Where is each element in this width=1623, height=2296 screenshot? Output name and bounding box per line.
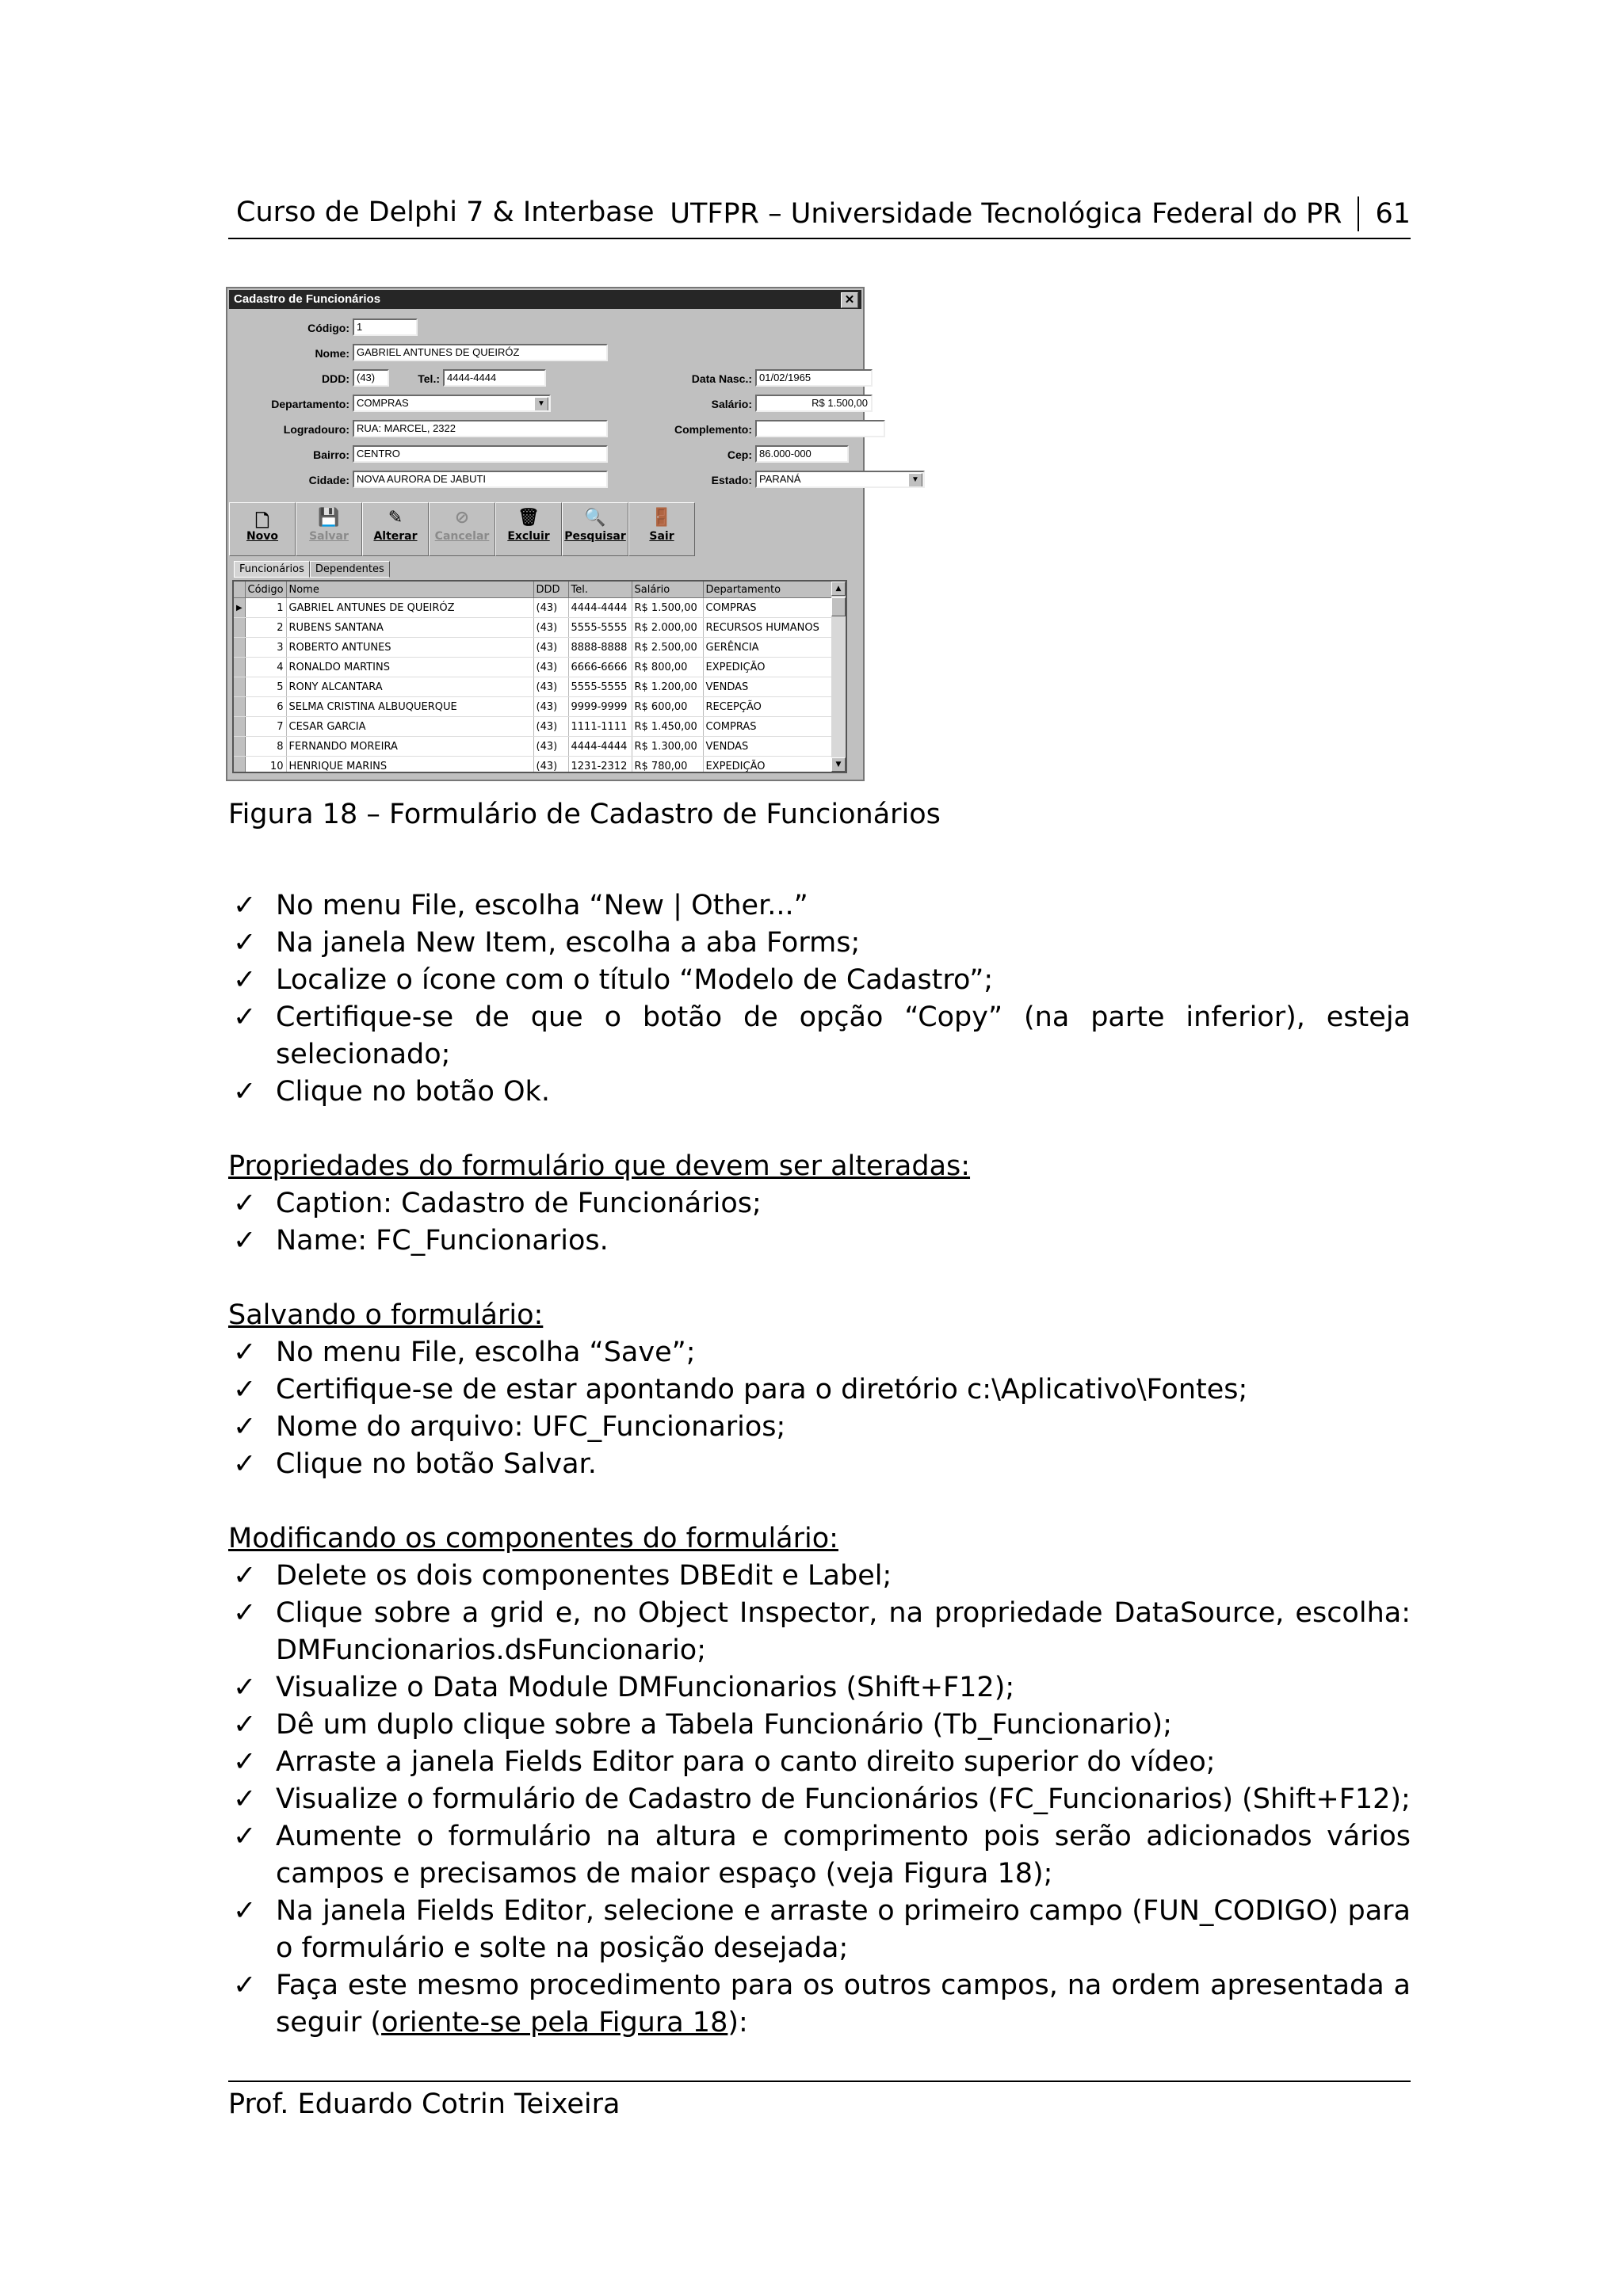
table-cell: (43) — [533, 638, 568, 658]
list-item — [228, 1967, 1411, 2042]
list-item: ✓ Na janela New Item, escolha a aba Forms; — [228, 925, 1411, 962]
list-item-text: Faça este mesmo procedimento para os outros campos, na ordem apresentada a seguir ( — [276, 1970, 1411, 2039]
salario-field[interactable]: R$ 1.500,00 — [755, 395, 873, 412]
tab-funcionarios[interactable]: Funcionários — [234, 561, 310, 578]
section-title-save: Salvando o formulário: — [228, 1299, 544, 1331]
table-cell: HENRIQUE MARINS — [286, 757, 533, 774]
sair-button[interactable]: 🚪 Sair — [628, 502, 695, 556]
scroll-down-icon[interactable]: ▼ — [831, 757, 846, 772]
table-cell: R$ 1.300,00 — [632, 737, 703, 757]
table-cell: CESAR GARCIA — [286, 717, 533, 737]
table-cell: FERNANDO MOREIRA — [286, 737, 533, 757]
list-item: ✓ Certifique-se de que o botão de opção “Copy” (na parte inferior), esteja selecionado; — [228, 999, 1411, 1074]
steps-intro-list — [228, 887, 1411, 1111]
table-cell: VENDAS — [703, 737, 833, 757]
exit-door-icon: 🚪 — [651, 508, 673, 528]
data-grid[interactable] — [232, 580, 847, 773]
nome-field[interactable]: GABRIEL ANTUNES DE QUEIRÓZ — [353, 344, 608, 361]
data-nasc-field[interactable]: 01/02/1965 — [755, 369, 873, 387]
table-cell: COMPRAS — [703, 717, 833, 737]
list-item: ✓ Delete os dois componentes DBEdit e Label; — [228, 1558, 1411, 1595]
table-cell: RECEPÇÃO — [703, 697, 833, 717]
list-item: ✓ No menu File, escolha “Save”; — [228, 1334, 1411, 1371]
tab-bar — [234, 561, 390, 578]
bairro-label: Bairro: — [313, 448, 349, 461]
table-row[interactable] — [234, 717, 833, 737]
current-row-indicator-icon: ▶ — [234, 598, 245, 618]
grid-header-row — [234, 582, 833, 598]
column-header[interactable]: Nome — [286, 582, 533, 598]
table-cell: 1 — [245, 598, 286, 618]
table-cell: 3 — [245, 638, 286, 658]
pesquisar-button[interactable]: 🔍 Pesquisar — [562, 502, 628, 556]
estado-label: Estado: — [711, 474, 752, 486]
chevron-down-icon[interactable]: ▼ — [534, 397, 548, 411]
list-item: ✓ Nome do arquivo: UFC_Funcionarios; — [228, 1409, 1411, 1446]
logradouro-field[interactable]: RUA: MARCEL, 2322 — [353, 420, 608, 437]
table-row[interactable] — [234, 737, 833, 757]
chevron-down-icon[interactable]: ▼ — [908, 473, 922, 487]
close-icon[interactable]: ✕ — [841, 292, 858, 308]
table-cell: RECURSOS HUMANOS — [703, 618, 833, 638]
grid-indicator-header — [234, 582, 245, 598]
table-cell: 7 — [245, 717, 286, 737]
cidade-label: Cidade: — [308, 474, 349, 486]
bairro-field[interactable]: CENTRO — [353, 445, 608, 463]
table-cell: 4 — [245, 658, 286, 677]
table-row[interactable] — [234, 697, 833, 717]
table-cell: VENDAS — [703, 677, 833, 697]
list-item: ✓ Clique sobre a grid e, no Object Inspector, na propriedade DataSource, escolha: DMFuncionarios.dsFuncionario; — [228, 1595, 1411, 1669]
table-cell: 2 — [245, 618, 286, 638]
table-cell: R$ 600,00 — [632, 697, 703, 717]
table-cell: 6666-6666 — [568, 658, 632, 677]
list-item: ✓ Na janela Fields Editor, selecione e arraste o primeiro campo (FUN_CODIGO) para o formulário e solte na posição desejada; — [228, 1893, 1411, 1967]
props-list — [228, 1185, 1411, 1260]
cep-field[interactable]: 86.000-000 — [755, 445, 849, 463]
figure-reference-link[interactable]: oriente-se pela Figura 18 — [381, 2007, 728, 2039]
table-row[interactable] — [234, 598, 833, 618]
table-cell: RONY ALCANTARA — [286, 677, 533, 697]
table-cell: RONALDO MARTINS — [286, 658, 533, 677]
edit-pen-icon: ✎ — [388, 508, 403, 528]
header-separator — [1358, 196, 1359, 231]
list-item-text: ): — [727, 2007, 748, 2039]
scroll-thumb[interactable] — [831, 597, 846, 616]
table-cell: EXPEDIÇÃO — [703, 757, 833, 774]
tel-field[interactable]: 4444-4444 — [443, 369, 546, 387]
section-title-modify: Modificando os componentes do formulário: — [228, 1523, 838, 1554]
cancelar-button[interactable]: ⊘ Cancelar — [429, 502, 495, 556]
search-icon: 🔍 — [584, 508, 606, 528]
table-cell: R$ 2.500,00 — [632, 638, 703, 658]
column-header[interactable]: Código — [245, 582, 286, 598]
row-indicator — [234, 677, 245, 697]
row-indicator — [234, 638, 245, 658]
departamento-label: Departamento: — [271, 398, 349, 410]
table-cell: GERÊNCIA — [703, 638, 833, 658]
row-indicator — [234, 697, 245, 717]
list-item: ✓ No menu File, escolha “New | Other...” — [228, 887, 1411, 925]
table-cell: (43) — [533, 598, 568, 618]
table-cell: R$ 1.500,00 — [632, 598, 703, 618]
table-cell: (43) — [533, 618, 568, 638]
logradouro-label: Logradouro: — [283, 423, 349, 436]
cep-label: Cep: — [727, 448, 752, 461]
section-title-props: Propriedades do formulário que devem ser alteradas: — [228, 1150, 971, 1182]
trash-icon: 🗑 — [517, 508, 540, 528]
table-cell: 5555-5555 — [568, 618, 632, 638]
tab-dependentes[interactable]: Dependentes — [310, 561, 390, 578]
salario-label: Salário: — [711, 398, 752, 410]
table-cell: R$ 1.450,00 — [632, 717, 703, 737]
table-cell: 9999-9999 — [568, 697, 632, 717]
table-cell: (43) — [533, 677, 568, 697]
list-item: ✓ Aumente o formulário na altura e comprimento pois serão adicionados vários campos e precisamos de maior espaço (veja Figura 18); — [228, 1818, 1411, 1893]
cidade-field[interactable]: NOVA AURORA DE JABUTI — [353, 471, 608, 488]
column-header[interactable]: Departamento — [703, 582, 833, 598]
list-item: ✓ Caption: Cadastro de Funcionários; — [228, 1185, 1411, 1222]
table-cell: 8 — [245, 737, 286, 757]
table-cell: 4444-4444 — [568, 737, 632, 757]
list-item: ✓ Arraste a janela Fields Editor para o canto direito superior do vídeo; — [228, 1744, 1411, 1781]
table-row[interactable] — [234, 618, 833, 638]
table-cell: RUBENS SANTANA — [286, 618, 533, 638]
window-title: Cadastro de Funcionários — [234, 292, 381, 306]
ddd-field[interactable]: (43) — [353, 369, 389, 387]
author: Prof. Eduardo Cotrin Teixeira — [228, 2088, 621, 2120]
row-indicator — [234, 618, 245, 638]
table-cell: 10 — [245, 757, 286, 774]
save-icon: 💾 — [318, 508, 340, 528]
form-lower-area — [226, 287, 865, 781]
figure-caption: Figura 18 – Formulário de Cadastro de Funcionários — [228, 799, 941, 830]
page-number: 61 — [1375, 198, 1411, 230]
complemento-label: Complemento: — [674, 423, 752, 436]
table-cell: 5555-5555 — [568, 677, 632, 697]
list-item: ✓ Visualize o Data Module DMFuncionarios (Shift+F12); — [228, 1669, 1411, 1707]
table-cell: 1111-1111 — [568, 717, 632, 737]
list-item: ✓ Visualize o formulário de Cadastro de Funcionários (FC_Funcionarios) (Shift+F12); — [228, 1781, 1411, 1818]
table-row[interactable] — [234, 677, 833, 697]
table-cell: R$ 2.000,00 — [632, 618, 703, 638]
tel-label: Tel.: — [418, 372, 440, 385]
table-cell: (43) — [533, 717, 568, 737]
modify-list — [228, 1558, 1411, 2042]
table-cell: (43) — [533, 737, 568, 757]
list-item: ✓ Dê um duplo clique sobre a Tabela Funcionário (Tb_Funcionario); — [228, 1707, 1411, 1744]
list-item: ✓ Localize o ícone com o título “Modelo de Cadastro”; — [228, 962, 1411, 999]
table-cell: R$ 1.200,00 — [632, 677, 703, 697]
table-cell: EXPEDIÇÃO — [703, 658, 833, 677]
page-footer — [228, 2081, 1411, 2120]
table-cell: SELMA CRISTINA ALBUQUERQUE — [286, 697, 533, 717]
grid-table — [234, 582, 834, 773]
table-cell: 8888-8888 — [568, 638, 632, 658]
table-cell: 5 — [245, 677, 286, 697]
table-row[interactable] — [234, 757, 833, 774]
estado-value: PARANÁ — [759, 473, 801, 485]
cancel-icon: ⊘ — [454, 508, 470, 528]
list-item: ✓ Certifique-se de estar apontando para o diretório c:\Aplicativo\Fontes; — [228, 1371, 1411, 1409]
table-cell: ROBERTO ANTUNES — [286, 638, 533, 658]
list-item: ✓ Clique no botão Salvar. — [228, 1446, 1411, 1483]
row-indicator — [234, 757, 245, 774]
alterar-button[interactable]: ✎ Alterar — [362, 502, 429, 556]
column-header[interactable]: DDD — [533, 582, 568, 598]
table-cell: 6 — [245, 697, 286, 717]
header-institution — [670, 196, 1411, 231]
list-item: ✓ Name: FC_Funcionarios. — [228, 1222, 1411, 1260]
grid-scrollbar[interactable] — [831, 582, 846, 772]
codigo-field[interactable]: 1 — [353, 318, 418, 336]
table-cell: (43) — [533, 757, 568, 774]
table-cell: GABRIEL ANTUNES DE QUEIRÓZ — [286, 598, 533, 618]
row-indicator — [234, 717, 245, 737]
departamento-value: COMPRAS — [357, 397, 409, 409]
row-indicator — [234, 737, 245, 757]
column-header[interactable]: Salário — [632, 582, 703, 598]
nome-label: Nome: — [315, 347, 349, 360]
column-header[interactable]: Tel. — [568, 582, 632, 598]
table-cell: COMPRAS — [703, 598, 833, 618]
list-item: ✓ Clique no botão Ok. — [228, 1074, 1411, 1111]
table-cell: 4444-4444 — [568, 598, 632, 618]
table-cell: R$ 780,00 — [632, 757, 703, 774]
row-indicator — [234, 658, 245, 677]
ddd-label: DDD: — [322, 372, 349, 385]
save-list — [228, 1334, 1411, 1483]
table-cell: (43) — [533, 658, 568, 677]
table-cell: R$ 800,00 — [632, 658, 703, 677]
table-cell: (43) — [533, 697, 568, 717]
excluir-button[interactable]: 🗑 Excluir — [495, 502, 562, 556]
page-header — [228, 189, 1411, 239]
new-document-icon: 🗋 — [255, 512, 269, 532]
salvar-button[interactable]: 💾 Salvar — [296, 502, 362, 556]
table-row[interactable] — [234, 658, 833, 677]
header-institution-name: UTFPR – Universidade Tecnológica Federal do PR — [670, 198, 1342, 230]
document-body — [228, 887, 1411, 2042]
data-nasc-label: Data Nasc.: — [691, 372, 752, 385]
header-course-title: Curso de Delphi 7 & Interbase — [236, 196, 655, 228]
novo-button[interactable]: 🗋 Novo — [229, 502, 296, 556]
table-cell: 1231-2312 — [568, 757, 632, 774]
codigo-label: Código: — [307, 322, 349, 334]
scroll-up-icon[interactable]: ▲ — [831, 582, 846, 596]
table-row[interactable] — [234, 638, 833, 658]
toolbar — [229, 502, 695, 556]
